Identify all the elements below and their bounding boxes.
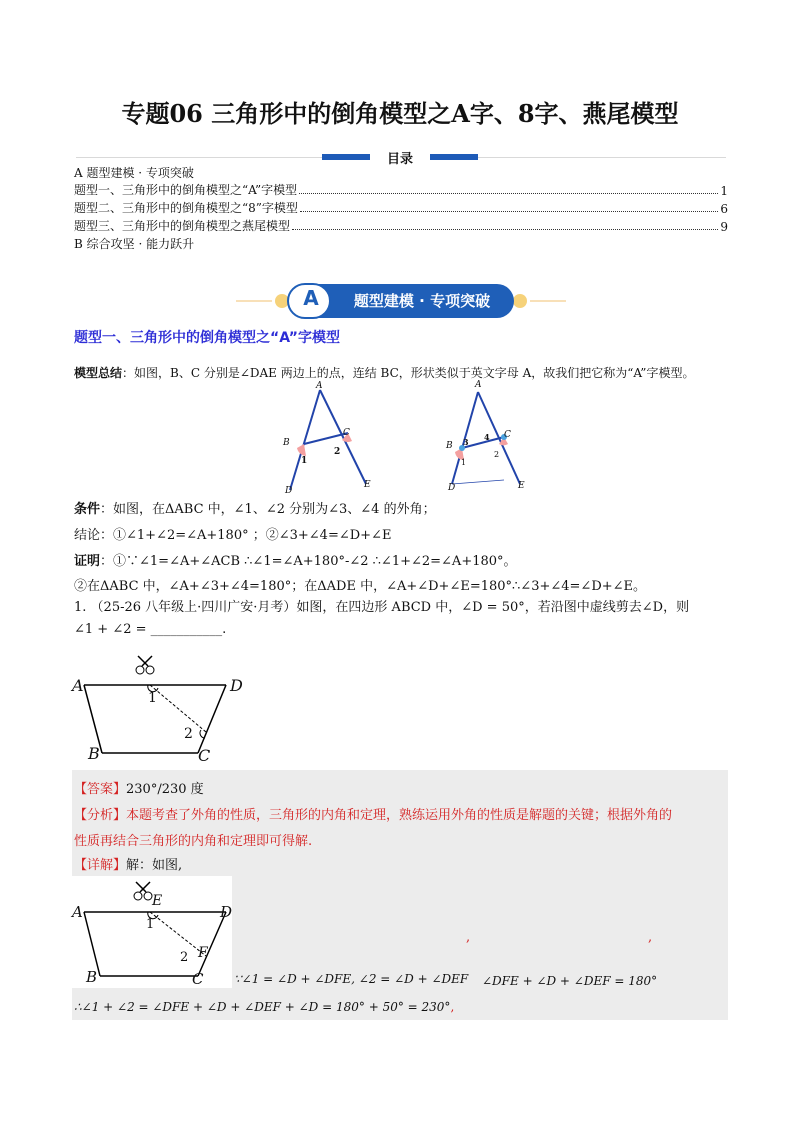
toc-page: 6 [720, 202, 728, 216]
proof-line-1 [74, 550, 517, 569]
condition-label: 条件 [74, 502, 101, 517]
problem-1 [74, 596, 689, 615]
banner-text: 题型建模 · 专项突破 [353, 292, 491, 310]
fig2-angle-4: 4 [484, 432, 490, 442]
detail-label: 【详解】 [74, 858, 127, 873]
solution-eq-3-text: ∴∠1 + ∠2 = ∠DFE + ∠D + ∠DEF + ∠D = 180° + 50° = 230° [74, 1000, 451, 1014]
sol-label-e: E [152, 893, 163, 909]
fig1-label-e: E [364, 480, 371, 490]
prob-angle-1: 1 [148, 690, 157, 706]
answer [74, 778, 204, 797]
prob-label-a: A [72, 676, 84, 695]
toc-item[interactable] [74, 181, 728, 198]
solution-eq-1: ∵∠1 = ∠D + ∠DFE, ∠2 = ∠D + ∠DEF [234, 972, 469, 986]
toc-leader [300, 211, 718, 212]
problem-source: （25-26 八年级上·四川广安·月考） [90, 600, 297, 615]
proof-text: ：①∵∠1=∠A+∠ACB ∴∠1=∠A+180°-∠2 ∴∠1+∠2=∠A+180°。 [100, 554, 517, 569]
sol-label-d: D [220, 903, 233, 921]
analysis-label: 【分析】 [74, 808, 127, 823]
fig1-label-a: A [316, 381, 323, 391]
solution-eq-3-comma: , [450, 1000, 455, 1014]
problem-text: 如图，在四边形 ABCD 中，∠D = 50°，若沿图中虚线剪去∠D，则 [296, 600, 690, 615]
prob-label-c: C [198, 746, 211, 765]
analysis-line-1 [74, 804, 672, 823]
fig1-label-c: C [343, 428, 350, 438]
sol-angle-1: 1 [146, 917, 155, 932]
fig2-angle-3: 3 [463, 437, 469, 447]
toc-item[interactable] [74, 217, 728, 234]
problem-number: 1. [74, 600, 87, 615]
prob-label-d: D [230, 676, 243, 695]
prob-angle-2: 2 [184, 726, 193, 742]
toc-item-label: 题型二、三角形中的倒角模型之“8”字模型 [74, 201, 298, 215]
toc-part-a[interactable]: A 题型建模 · 专项突破 [74, 166, 194, 180]
detail [74, 854, 182, 873]
toc-leader [292, 229, 718, 230]
analysis-line-2: 性质再结合三角形的内角和定理即可得解. [74, 834, 313, 849]
toc-item-label: 题型一、三角形中的倒角模型之“A”字模型 [74, 183, 298, 197]
condition-text: ：如图，在ΔABC 中，∠1、∠2 分别为∠3、∠4 的外角； [100, 502, 436, 517]
toc-bar-left [322, 154, 370, 160]
toc-bar-right [430, 154, 478, 160]
sol-angle-2: 2 [180, 950, 189, 965]
toc-page: 1 [720, 184, 728, 198]
fig2-angle-2: 2 [494, 450, 500, 459]
answer-value: 230°/230 度 [126, 782, 204, 797]
figure-a-model-angles [440, 380, 540, 498]
solution-comma-2: , [648, 930, 653, 945]
fig1-angle-1: 1 [301, 456, 308, 466]
fig2-label-d: D [448, 483, 456, 493]
page-title: 专题06 三角形中的倒角模型之A字、8字、燕尾模型 [121, 99, 679, 128]
model-text: ：如图，B、C 分别是∠DAE 两边上的点，连结 BC，形状类似于英文字母 A，故我们把它称为“A”字模型。 [122, 366, 695, 380]
problem-blank: ∠1 + ∠2 = ___________. [74, 622, 227, 637]
proof-label: 证明 [74, 554, 101, 569]
banner-letter: A [303, 286, 319, 310]
solution-comma-1: , [466, 930, 471, 945]
analysis-text: 本题考查了外角的性质，三角形的内角和定理，熟练运用外角的性质是解题的关键；根据外角的 [126, 808, 673, 823]
toc-item[interactable] [74, 199, 728, 216]
toc-item-label: 题型三、三角形中的倒角模型之燕尾模型 [74, 219, 291, 233]
prob-label-b: B [88, 744, 100, 763]
proof-line-2: ②在ΔABC 中，∠A+∠3+∠4=180°；在ΔADE 中，∠A+∠D+∠E=180°∴∠3+∠4=∠D+∠E。 [74, 579, 647, 594]
conclusion: 结论：①∠1+∠2=∠A+180° ；②∠3+∠4=∠D+∠E [74, 528, 392, 543]
condition [74, 498, 436, 517]
fig2-angle-1: 1 [461, 458, 467, 467]
sol-label-f: F [198, 945, 208, 961]
fig2-label-e: E [518, 481, 525, 491]
fig2-label-c: C [504, 430, 511, 440]
model-label: 模型总结 [74, 366, 123, 380]
model-summary [74, 364, 734, 382]
toc-part-b[interactable]: B 综合攻坚 · 能力跃升 [74, 237, 195, 251]
sol-label-c: C [192, 970, 204, 988]
section-title: 题型一、三角形中的倒角模型之“A”字模型 [74, 330, 340, 346]
sol-label-a: A [72, 903, 83, 921]
fig2-label-a: A [475, 380, 482, 390]
fig1-label-d: D [285, 486, 293, 496]
solution-eq-3 [74, 1000, 454, 1014]
toc-leader [299, 193, 718, 194]
solution-eq-2: ∠DFE + ∠D + ∠DEF = 180° [482, 974, 658, 988]
detail-text: 解：如图, [126, 858, 183, 873]
toc-heading: 目录 [370, 148, 430, 167]
answer-label: 【答案】 [74, 782, 127, 797]
fig2-label-b: B [446, 441, 453, 451]
sol-label-b: B [86, 968, 98, 986]
toc-page: 9 [720, 220, 728, 234]
fig1-angle-2: 2 [334, 447, 341, 457]
fig1-label-b: B [283, 438, 290, 448]
